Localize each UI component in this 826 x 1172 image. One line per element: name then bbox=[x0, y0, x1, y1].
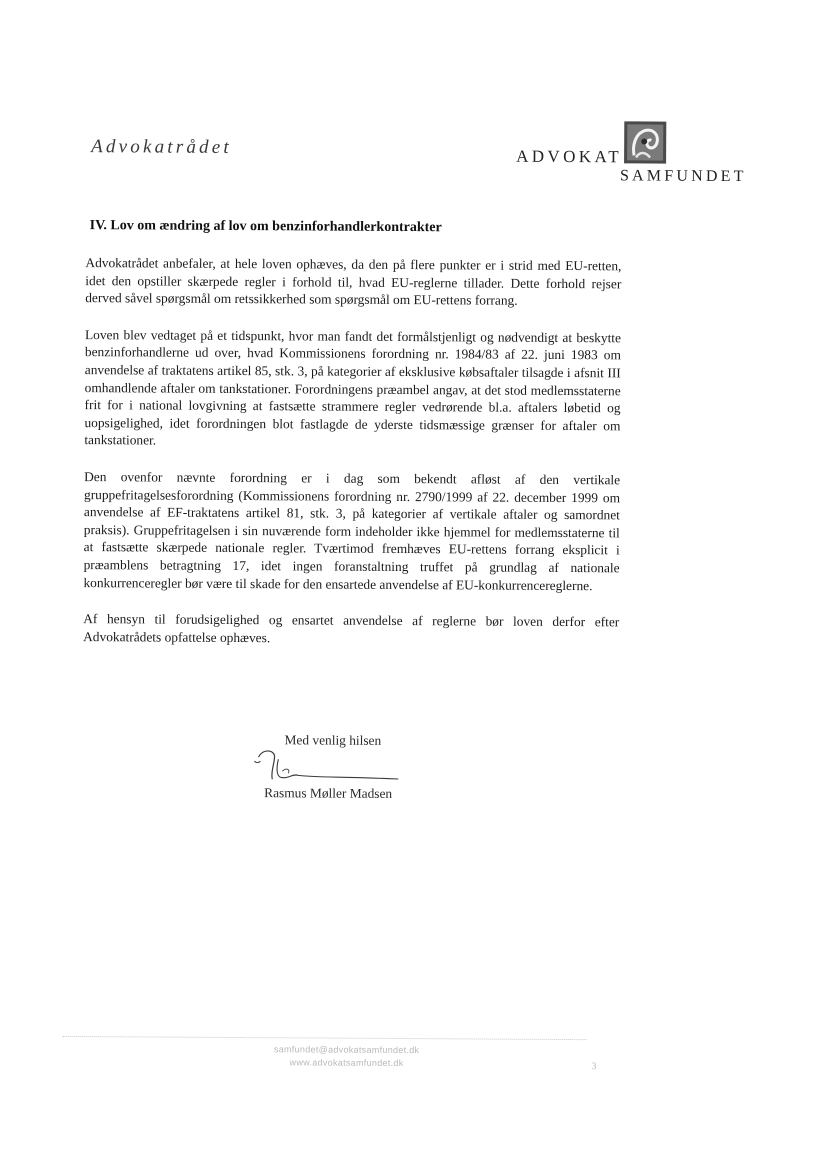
footer-email: samfundet@advokatsamfundet.dk bbox=[273, 1044, 420, 1056]
paragraph-1: Advokatrådet anbefaler, at hele loven ophæves, da den på flere punkter er i strid med EU-retten, idet den opstiller skærpede regler i forhold til, hvad EU-reglerne tillader. Dette forhold rejser derved såvel spørgsmål om retssikkerhed som spørgsmål om EU-rettens forrang. bbox=[85, 255, 622, 308]
page-number: 3 bbox=[591, 1061, 597, 1073]
logo-text-samfundet: SAMFUNDET bbox=[619, 167, 747, 186]
handwritten-signature bbox=[252, 745, 402, 786]
paragraph-3: Den ovenfor nævnte forordning er i dag som bekendt afløst af den vertikale gruppefritagelsesforordning (Kommissionens forordning nr. 2790/1999 af 22. december 1999 om anvendelse af EF-traktatens artikel 81, stk. 3, på kategorier af vertikale aftaler og samordnet praksis). Gruppefritagelsen i sin nuværende form indeholder ikke hjemmel for medlemsstaterne til at fastsætte skærpede nationale regler. Tværtimod fremhæves EU-rettens forrang eksplicit i præamblens betragtning 17, idet ingen foranstaltning truffet på grundlag af nationale konkurrenceregler bør være til skade for den ensartede anvendelse af EU-konkurrencereglerne. bbox=[83, 469, 621, 593]
section-heading: IV. Lov om ændring af lov om benzinforhandlerkontrakter bbox=[89, 218, 442, 236]
advokatraadet-wordmark: Advokatrådet bbox=[91, 136, 232, 158]
paragraph-2: Loven blev vedtaget på et tidspunkt, hvor man fandt det formålstjenligt og nødvendigt at beskytte benzinforhandlerne ud over, hvad Kommissionens forordning nr. 1984/83 af 22. juni 1983 om anvendelse af traktatens artikel 85, stk. 3, på kategorier af eksklusive købsaftaler tilsagde i afsnit III omhandlende aftaler om tankstationer. Forordningens præambel angav, at det stod medlemsstaterne frit for i national lovgivning at fastsætte strammere regler vedrørende bl.a. aftalers løbetid og uopsigelighed, idet forordningen blot fastlagde de yderste tidsmæssige grænser for aftaler om tankstationer. bbox=[84, 326, 622, 448]
closing-greeting: Med venlig hilsen bbox=[284, 732, 382, 748]
footer-divider bbox=[63, 1036, 587, 1040]
samfundet-seal-icon bbox=[622, 119, 668, 165]
logo-text-advokat: ADVOKAT bbox=[516, 146, 623, 167]
paragraph-4: Af hensyn til forudsigelighed og ensartet anvendelse af reglerne bør loven derfor efter Advokatrådets opfattelse ophæves. bbox=[83, 611, 620, 645]
advokatsamfundet-logo bbox=[514, 119, 754, 192]
footer-website: www.advokatsamfundet.dk bbox=[289, 1057, 404, 1069]
letter-body bbox=[83, 254, 621, 668]
signer-name: Rasmus Møller Madsen bbox=[264, 785, 393, 801]
